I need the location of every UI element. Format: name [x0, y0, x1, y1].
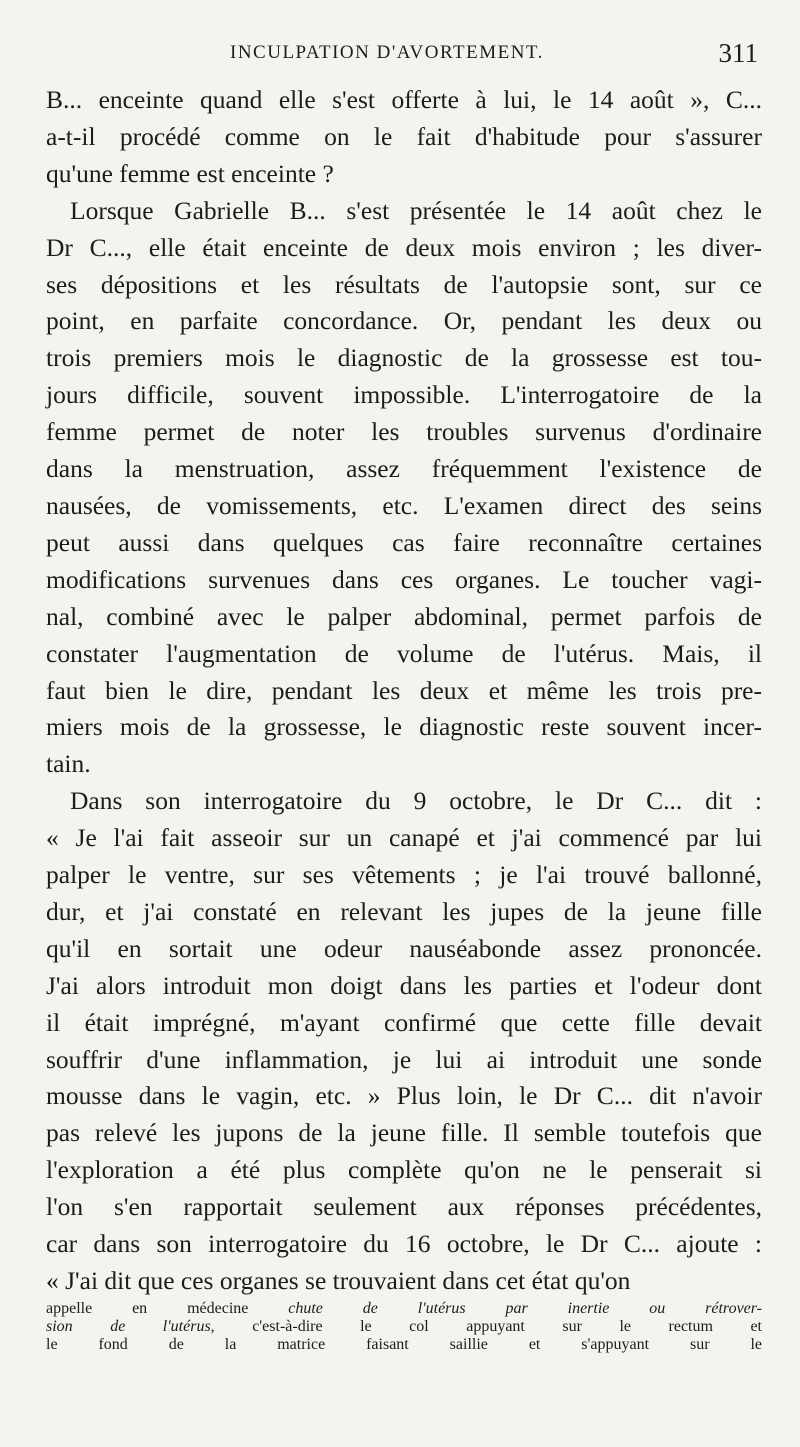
line-text: pas relevé les jupons de la jeune fille. Il semble toutefois que: [46, 1118, 762, 1148]
line-text: « J'ai dit que ces organes se trouvaient dans cet état qu'on: [46, 1266, 631, 1295]
text-line: [46, 968, 762, 1005]
text-line: [46, 1042, 762, 1079]
text-line: [46, 156, 762, 193]
text-line: [46, 1189, 762, 1226]
text-line: [46, 451, 762, 488]
text-line: [46, 119, 762, 156]
text-line: [46, 1152, 762, 1189]
line-text: faut bien le dire, pendant les deux et même les trois pre-: [46, 675, 762, 705]
line-text: dans la menstruation, assez fréquemment l'existence de: [46, 454, 762, 484]
line-text: « Je l'ai fait asseoir sur un canapé et j'ai commencé par lui: [46, 823, 762, 853]
text-line: [46, 894, 762, 931]
text-line: [46, 193, 762, 230]
text-line: [46, 1005, 762, 1042]
line-text: qu'une femme est enceinte ?: [46, 158, 334, 188]
text-line: [46, 377, 762, 414]
line-text: jours difficile, souvent impossible. L'interrogatoire de la: [46, 380, 762, 410]
line-text: Lorsque Gabrielle B... s'est présentée le 14 août chez le: [70, 195, 762, 225]
text-plain: appelle en médecine: [46, 1299, 289, 1317]
line-text: palper le ventre, sur ses vêtements ; je l'ai trouvé ballonné,: [46, 860, 762, 890]
line-text: peut aussi dans quelques cas faire reconnaître certaines: [46, 527, 762, 557]
line-text: l'on s'en rapportait seulement aux réponses précédentes,: [46, 1192, 762, 1222]
running-title: INCULPATION D'AVORTEMENT.: [230, 42, 544, 63]
text-line: [46, 636, 762, 673]
line-text: Dr C..., elle était enceinte de deux mois environ ; les diver-: [46, 232, 762, 262]
line-text: mousse dans le vagin, etc. » Plus loin, le Dr C... dit n'avoir: [46, 1081, 762, 1111]
text-line: [46, 267, 762, 304]
line-text: modifications survenues dans ces organes. Le toucher vagi-: [46, 564, 762, 594]
paragraph-p3: [46, 783, 762, 1300]
page-header: [46, 38, 762, 82]
text-line: [46, 1318, 762, 1336]
text-line: [46, 746, 762, 783]
text-line: [46, 414, 762, 451]
text-line: [46, 857, 762, 894]
line-text: ses dépositions et les résultats de l'autopsie sont, sur ce: [46, 269, 762, 299]
text-line: [46, 1263, 762, 1300]
line-text: B... enceinte quand elle s'est offerte à lui, le 14 août », C...: [46, 85, 762, 114]
line-text: trois premiers mois le diagnostic de la grossesse est tou-: [46, 343, 762, 373]
paragraph-p2: [46, 193, 762, 784]
text-line: [46, 673, 762, 710]
line-text: car dans son interrogatoire du 16 octobre, le Dr C... ajoute :: [46, 1229, 762, 1259]
text-line: [46, 1300, 762, 1318]
text-line: [46, 1115, 762, 1152]
line-text: dur, et j'ai constaté en relevant les jupes de la jeune fille: [46, 896, 762, 926]
text-line: [46, 931, 762, 968]
text-line: [46, 1078, 762, 1115]
page-number: 311: [718, 38, 758, 68]
paragraphs-container: [46, 82, 762, 1300]
text-line: [46, 599, 762, 636]
text-line: [46, 1226, 762, 1263]
line-text: qu'il en sortait une odeur nauséabonde assez prononcée.: [46, 933, 762, 963]
line-text: souffrir d'une inflammation, je lui ai introduit une sonde: [46, 1044, 762, 1074]
line-text: point, en parfaite concordance. Or, pendant les deux ou: [46, 306, 762, 336]
text-line: [46, 340, 762, 377]
text-line: [46, 488, 762, 525]
line-text: Dans son interrogatoire du 9 octobre, le Dr C... dit :: [70, 786, 762, 816]
text-line: [46, 230, 762, 267]
text-plain: le fond de la matrice faisant saillie et s'appuyant sur le: [46, 1335, 762, 1353]
line-text: miers mois de la grossesse, le diagnostic reste souvent incer-: [46, 712, 762, 742]
line-text: femme permet de noter les troubles survenus d'ordinaire: [46, 417, 762, 447]
line-text: il était imprégné, m'ayant confirmé que cette fille devait: [46, 1007, 762, 1037]
text-plain: , c'est-à-dire le col appuyant sur le rectum et: [210, 1317, 762, 1335]
text-line: [46, 525, 762, 562]
text-italic: sion de l'utérus: [46, 1317, 211, 1335]
line-text: constater l'augmentation de volume de l'utérus. Mais, il: [46, 638, 762, 668]
paragraph-p1: [46, 82, 762, 193]
text-line: [46, 562, 762, 599]
text-line: [46, 1336, 762, 1354]
line-text: tain.: [46, 749, 91, 779]
text-line: [46, 82, 762, 119]
text-line: [46, 820, 762, 857]
line-text: a-t-il procédé comme on le fait d'habitude pour s'assurer: [46, 121, 762, 151]
text-italic: chute de l'utérus par inertie ou rétrover-: [288, 1299, 763, 1317]
line-text: l'exploration a été plus complète qu'on ne le penserait si: [46, 1155, 762, 1185]
line-text: nal, combiné avec le palper abdominal, permet parfois de: [46, 601, 762, 631]
text-line: [46, 709, 762, 746]
line-text: nausées, de vomissements, etc. L'examen direct des seins: [46, 490, 762, 520]
text-line: [46, 303, 762, 340]
page-body: [46, 82, 762, 1354]
text-line: [46, 783, 762, 820]
line-text: J'ai alors introduit mon doigt dans les parties et l'odeur dont: [46, 970, 762, 1000]
